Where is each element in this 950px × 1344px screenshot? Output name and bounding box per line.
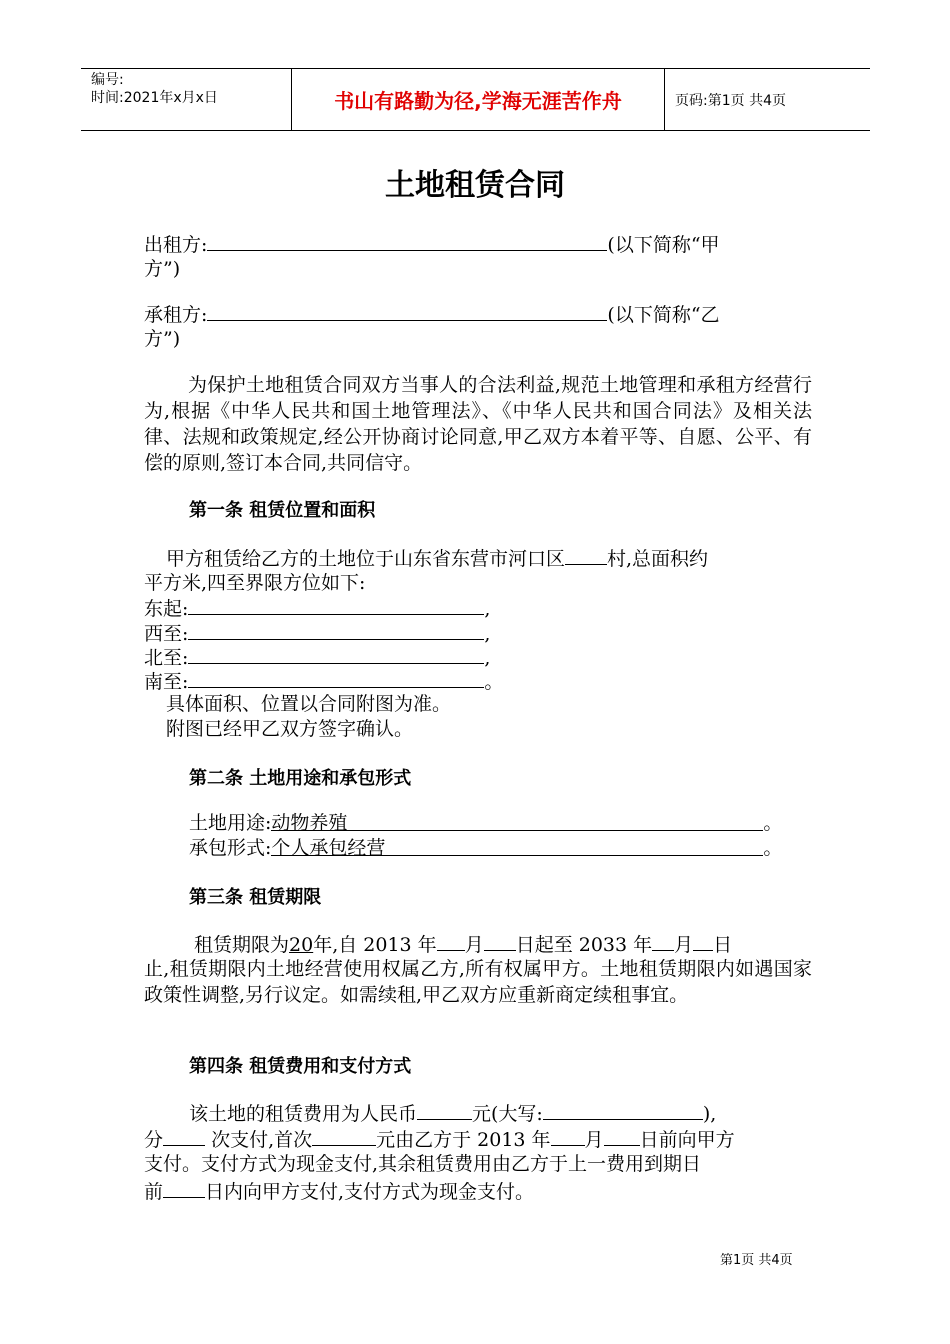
boundary-west: 西至: , xyxy=(144,619,490,647)
lessor-line-2: 方”) xyxy=(144,258,181,280)
article1-note2: 附图已经甲乙双方签字确认。 xyxy=(166,718,414,740)
article4-heading: 第四条 租赁费用和支付方式 xyxy=(189,1056,412,1077)
lessor-line: 出租方: (以下简称“甲 xyxy=(144,230,720,258)
boundary-east: 东起: , xyxy=(144,594,490,622)
document-title: 土地租赁合同 xyxy=(385,168,565,203)
intro-paragraph: 为保护土地租赁合同双方当事人的合法利益,规范土地管理和承租方经营行为,根据《中华人民共和国土地管理法》、《中华人民共和国合同法》及相关法律、法规和政策规定,经公开协商讨论同意,甲乙双方本着平等、自愿、公平、有偿的原则,签订本合同,共同信守。 xyxy=(144,374,812,474)
lessee-line-2: 方”) xyxy=(144,328,181,350)
header-time: 时间:2021年x月x日 xyxy=(91,90,218,106)
article4-line4: 前 日内向甲方支付,支付方式为现金支付。 xyxy=(144,1177,534,1205)
boundary-north: 北至: , xyxy=(144,643,490,671)
page-header xyxy=(81,68,870,131)
boundary-south: 南至: 。 xyxy=(144,667,503,695)
lessor-blank xyxy=(207,230,607,251)
article1-line1: 甲方租赁给乙方的土地位于山东省东营市河口区 村,总面积约 xyxy=(166,544,708,572)
header-number: 编号: xyxy=(91,72,124,88)
contract-form-line: 承包形式:个人承包经营 。 xyxy=(189,837,783,859)
header-meta xyxy=(81,69,291,130)
article1-line2: 平方米,四至界限方位如下: xyxy=(144,572,366,594)
article4-line1: 该土地的租赁费用为人民币 元(大写: ), xyxy=(189,1099,716,1127)
header-motto: 书山有路勤为径,学海无涯苦作舟 xyxy=(291,69,665,130)
article3-body: 止,租赁期限内土地经营使用权属乙方,所有权属甲方。土地租赁期限内如遇国家政策性调整,另行议定。如需续租,甲乙双方应重新商定续租事宜。 xyxy=(144,958,812,1006)
article1-note1: 具体面积、位置以合同附图为准。 xyxy=(166,693,452,715)
header-page: 页码:第1页 共4页 xyxy=(675,92,786,109)
article3-heading: 第三条 租赁期限 xyxy=(189,887,322,908)
article4-line3: 支付。支付方式为现金支付,其余租赁费用由乙方于上一费用到期日 xyxy=(144,1153,702,1175)
land-use-line: 土地用途:动物养殖 。 xyxy=(189,812,783,834)
page-footer: 第1页 共4页 xyxy=(720,1253,793,1268)
lessee-blank xyxy=(207,300,607,321)
lessee-line: 承租方: (以下简称“乙 xyxy=(144,300,720,328)
article2-heading: 第二条 土地用途和承包形式 xyxy=(189,768,412,789)
article3-line1: 租赁期限为20年,自 2013 年 月 日起至 2033 年 月 日 xyxy=(194,930,732,958)
article1-heading: 第一条 租赁位置和面积 xyxy=(189,500,376,521)
article4-line2: 分 次支付,首次 元由乙方于 2013 年 月 日前向甲方 xyxy=(144,1125,735,1153)
